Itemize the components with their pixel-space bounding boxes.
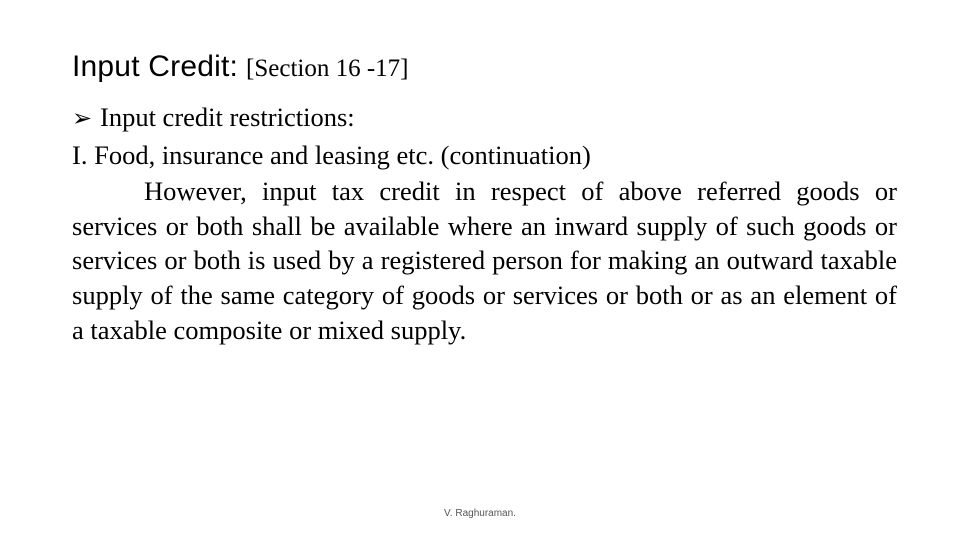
footer-author: V. Raghuraman. (444, 508, 516, 519)
slide-title (72, 50, 409, 84)
title-text: Input Credit: (72, 50, 239, 83)
bullet-item (72, 98, 897, 136)
subheading: I. Food, insurance and leasing etc. (continuation) (72, 140, 591, 170)
slide-body (72, 98, 897, 348)
arrow-bullet-icon: ➢ (72, 104, 93, 132)
body-paragraph: However, input tax credit in respect of above referred goods or services or both shall be available where an inward supply of such goods or services or both is used by a registered person for making an outward taxable supply of the same category of goods or services or both or as an element of a taxable composite or mixed supply. (72, 176, 897, 345)
bullet-text: Input credit restrictions: (100, 102, 355, 132)
section-reference: [Section 16 -17] (246, 55, 409, 82)
